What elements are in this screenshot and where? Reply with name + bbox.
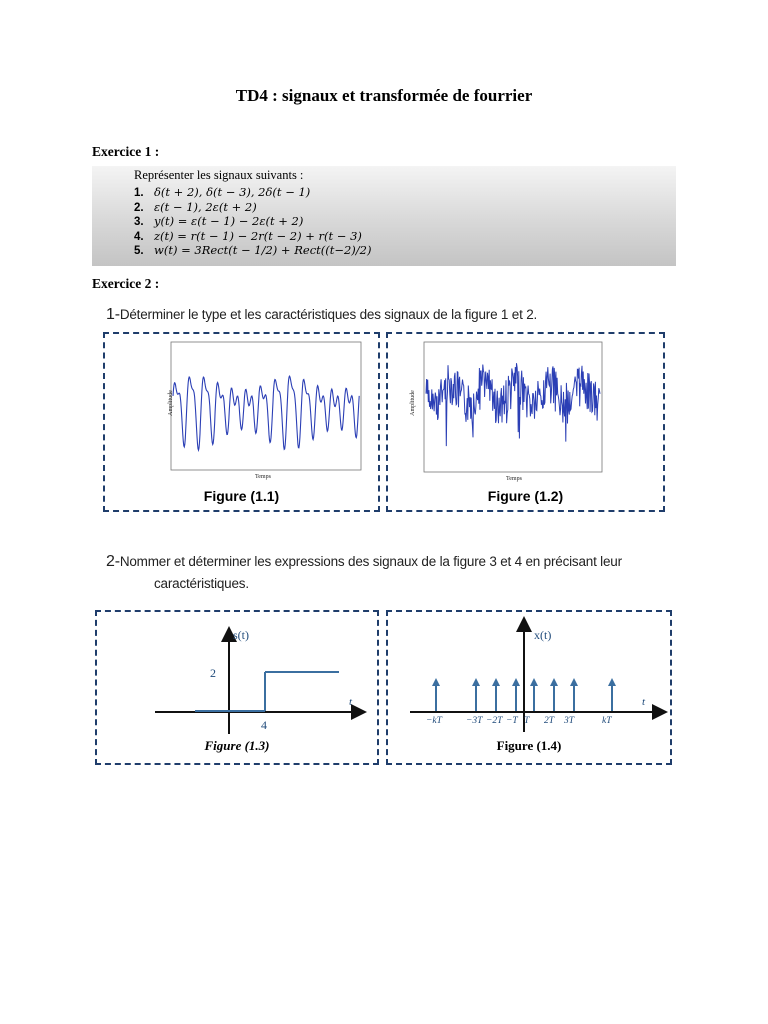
x-axis-label: t [642, 696, 646, 708]
item-formula: z(t) = r(t − 1) − 2r(t − 2) + r(t − 3) [154, 228, 362, 243]
list-item [134, 243, 371, 258]
figure-1-2-caption: Figure (1.2) [487, 488, 564, 504]
impulse-arrowhead [472, 678, 480, 686]
question-2-continued: caractéristiques. [154, 576, 249, 591]
question-text: Déterminer le type et les caractéristiques des signaux de la figure 1 et 2. [119, 307, 538, 322]
item-number: 3. [134, 216, 144, 229]
list-item [134, 229, 371, 244]
x-axis-label: Temps [255, 474, 271, 480]
figure-1-2-plot [388, 334, 663, 510]
figure-1-4-caption: Figure (1.4) [496, 738, 562, 753]
item-formula: w(t) = 3Rect(t − 1/2) + Rect((t−2)/2) [154, 243, 372, 258]
list-item [134, 214, 371, 229]
tick-label: kT [602, 716, 612, 726]
y-axis-label: x(t) [534, 628, 552, 642]
impulse-arrowhead [512, 678, 520, 686]
exercise1-intro: Représenter les signaux suivants : [134, 168, 304, 182]
figure-1-1 [103, 332, 380, 512]
item-formula: y(t) = ε(t − 1) − 2ε(t + 2) [154, 214, 304, 229]
level-label: 2 [210, 666, 216, 680]
x-axis-label: t [349, 696, 353, 708]
impulse-arrowhead [530, 678, 538, 686]
item-number: 2. [134, 201, 144, 214]
item-number: 4. [134, 230, 144, 243]
tick-label: −T [506, 716, 518, 726]
y-axis-label: Amplitude [409, 390, 416, 416]
exercise2-label: Exercice 2 : [92, 276, 160, 291]
list-item [134, 185, 371, 200]
step-position-label: 4 [261, 718, 267, 732]
x-axis-label: Temps [506, 476, 522, 482]
exercise1-list [134, 185, 371, 258]
item-number: 5. [134, 245, 144, 258]
item-formula: ε(t − 1), 2ε(t + 2) [154, 199, 257, 214]
figure-1-1-caption: Figure (1.1) [203, 488, 280, 504]
question-text: Nommer et déterminer les expressions des signaux de la figure 3 et 4 en précisant leur [119, 554, 622, 569]
tick-label: T [524, 716, 530, 726]
item-formula: δ(t + 2), δ(t − 3), 2δ(t − 1) [154, 185, 311, 199]
question-2 [106, 553, 622, 571]
y-axis-label: Amplitude [167, 390, 174, 416]
impulse-arrowhead [608, 678, 616, 686]
impulse-arrowhead [570, 678, 578, 686]
question-number: 2- [106, 553, 120, 570]
figure-1-4 [386, 610, 672, 765]
exercise1-statement [92, 166, 676, 266]
tick-label: −kT [426, 716, 442, 726]
figure-1-3-caption: Figure (1.3) [204, 738, 270, 753]
figure-1-2 [386, 332, 665, 512]
item-number: 1. [134, 187, 144, 199]
page-title: TD4 : signaux et transformée de fourrier [235, 86, 533, 105]
tick-label: 3T [564, 716, 575, 726]
question-1 [106, 306, 537, 324]
question-number: 1- [106, 306, 120, 323]
figure-1-1-plot [105, 334, 378, 510]
tick-label: 2T [544, 716, 555, 726]
list-item [134, 200, 371, 215]
impulse-arrowhead [432, 678, 440, 686]
tick-label: −2T [486, 716, 503, 726]
impulse-arrowhead [550, 678, 558, 686]
impulse-arrowhead [492, 678, 500, 686]
figure-1-3 [95, 610, 379, 765]
tick-label: −3T [466, 716, 483, 726]
y-axis-label: s(t) [233, 628, 249, 642]
exercise1-label: Exercice 1 : [92, 144, 160, 159]
